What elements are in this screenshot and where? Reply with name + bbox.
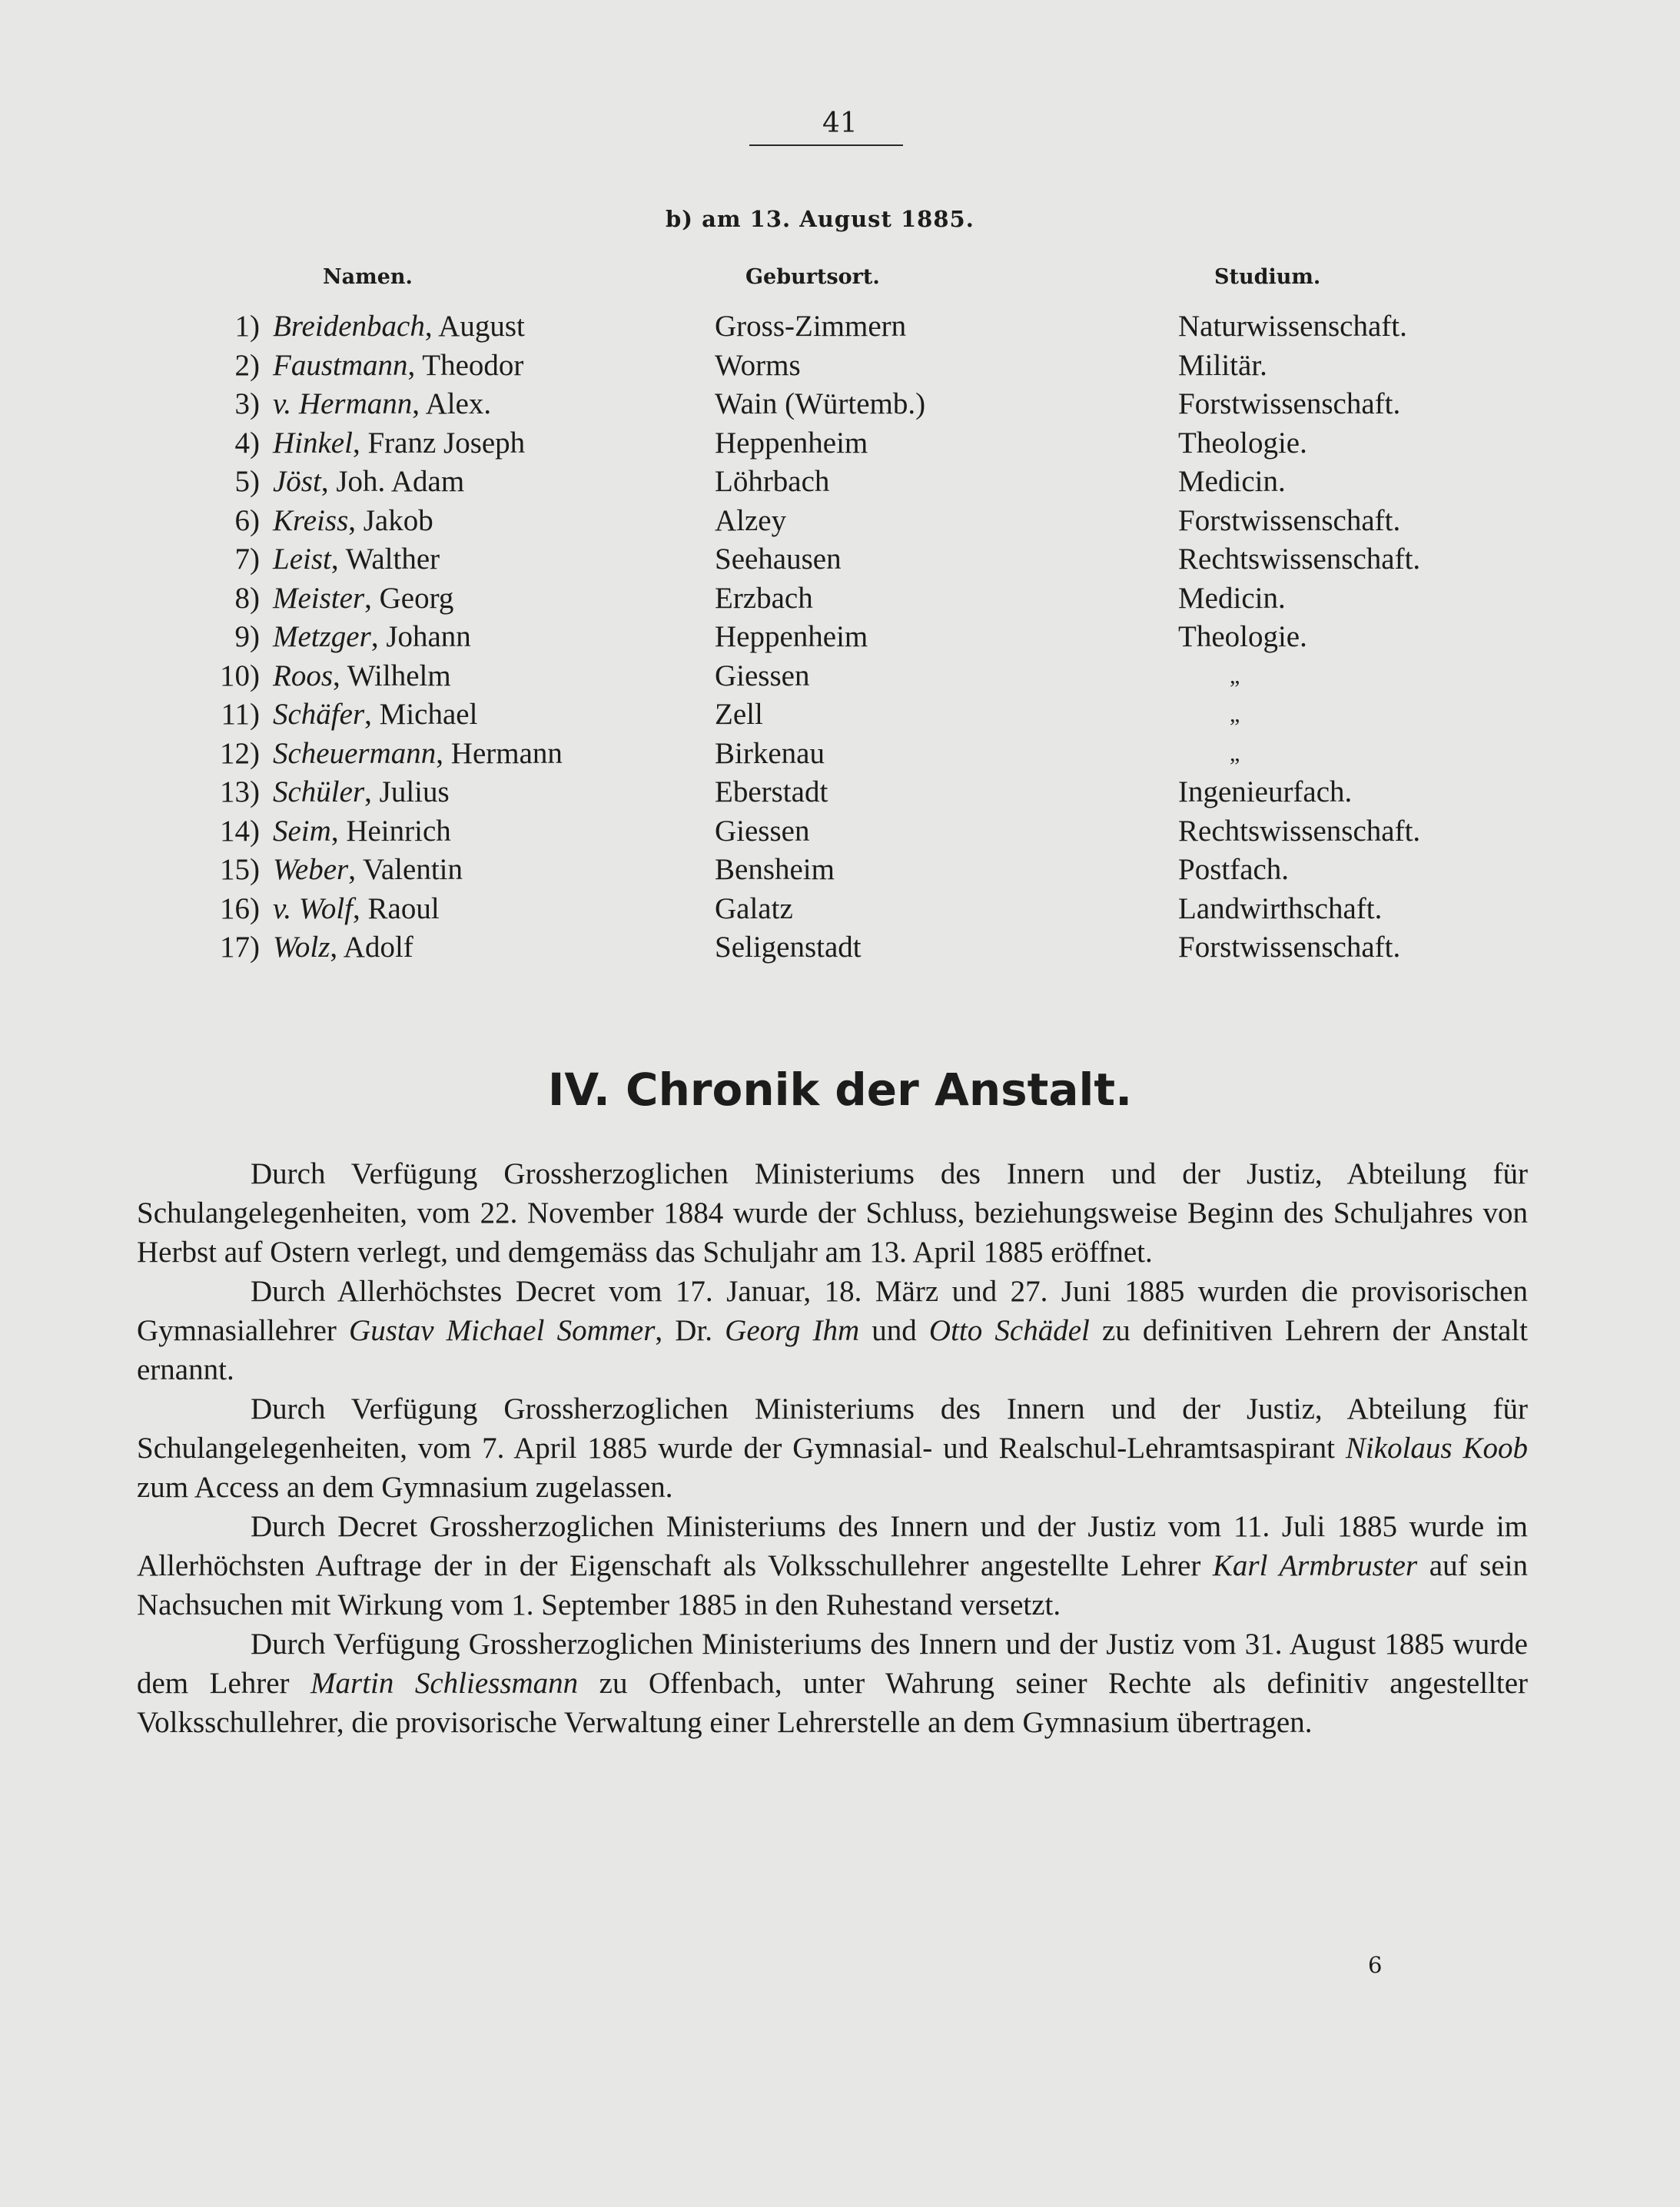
- person-name: Otto Schädel: [928, 1314, 1090, 1347]
- item-number: 1): [234, 310, 260, 343]
- item-number: 9): [234, 620, 260, 653]
- student-name: Weber, Valentin: [273, 853, 463, 886]
- student-given-name: Julius: [379, 775, 450, 808]
- paragraph-2: [137, 1272, 1528, 1389]
- student-name: v. Wolf, Raoul: [273, 892, 440, 925]
- student-birthplace: Eberstadt: [715, 775, 828, 808]
- paragraph-text: Durch Decret Grossherzoglichen Ministeriums des Innern und der Justiz vom 11. Juli 1885 wurde im Allerhöchsten Auftrage der in der Eigenschaft als Volksschullehrer angestellte Lehrer: [137, 1510, 1528, 1582]
- student-name: Roos, Wilhelm: [273, 659, 451, 692]
- item-number: 15): [220, 853, 260, 886]
- paragraph-text: zu definitiven Lehrern der Anstalt ernannt.: [137, 1314, 1529, 1386]
- item-number: 16): [220, 892, 260, 925]
- list-item: [0, 463, 1680, 501]
- student-surname: Kreiss: [273, 504, 349, 537]
- paragraph-text: Durch Verfügung Grossherzoglichen Ministeriums des Innern und der Justiz, Abteilung für Schulangelegenheiten, vom 7. April 1885 wurde der Gymnasial- und Realschul-Lehramtsaspirant: [137, 1392, 1528, 1465]
- student-study: Militär.: [1178, 349, 1267, 382]
- student-surname: Roos: [273, 659, 333, 692]
- student-name: Faustmann, Theodor: [273, 349, 524, 382]
- item-number: 13): [220, 775, 260, 808]
- list-item: [0, 618, 1680, 656]
- paragraph-text: , Dr.: [655, 1314, 725, 1347]
- item-number: 12): [220, 737, 260, 770]
- column-header-study: Studium.: [1214, 265, 1321, 289]
- list-subheading: b) am 13. August 1885.: [666, 206, 974, 232]
- person-name: Georg Ihm: [725, 1314, 860, 1347]
- item-number: 11): [221, 698, 260, 731]
- person-name: Karl Armbruster: [1212, 1549, 1418, 1582]
- student-given-name: Franz Joseph: [367, 426, 526, 460]
- student-study: Rechtswissenschaft.: [1178, 543, 1421, 576]
- student-study: Theologie.: [1178, 426, 1307, 460]
- list-item: [0, 385, 1680, 423]
- student-given-name: Valentin: [363, 853, 463, 886]
- column-header-name: Namen.: [323, 265, 413, 289]
- student-name: Jöst, Joh. Adam: [273, 465, 465, 498]
- paragraph-text: Durch Verfügung Grossherzoglichen Ministeriums des Innern und der Justiz vom 31. August 1885 wurde dem Lehrer: [137, 1628, 1528, 1700]
- item-number: 7): [234, 543, 260, 576]
- list-item: [0, 657, 1680, 695]
- student-birthplace: Wain (Würtemb.): [715, 387, 926, 420]
- student-name: Seim, Heinrich: [273, 815, 451, 848]
- paragraph-text: auf sein Nachsuchen mit Wirkung vom 1. September 1885 in den Ruhestand versetzt.: [137, 1549, 1528, 1621]
- student-name: v. Hermann, Alex.: [273, 387, 492, 420]
- student-given-name: Jakob: [363, 504, 433, 537]
- paragraph-text: zu Offenbach, unter Wahrung seiner Rechte als definitiv angestellter Volksschullehrer, die provisorische Verwaltung einer Lehrerstelle an dem Gymnasium übertragen.: [137, 1667, 1528, 1739]
- student-study: Forstwissenschaft.: [1178, 387, 1401, 420]
- student-study: Forstwissenschaft.: [1178, 931, 1401, 964]
- student-given-name: Alex.: [425, 387, 492, 420]
- column-header-birthplace: Geburtsort.: [745, 265, 880, 289]
- student-given-name: Michael: [379, 698, 478, 731]
- student-surname: Breidenbach: [273, 310, 425, 343]
- student-study: „: [1230, 702, 1240, 727]
- student-given-name: Joh. Adam: [336, 465, 465, 498]
- item-number: 14): [220, 815, 260, 848]
- student-surname: v. Wolf: [273, 892, 353, 925]
- person-name: Nikolaus Koob: [1345, 1432, 1529, 1465]
- student-name: Schäfer, Michael: [273, 698, 478, 731]
- header-rule: [749, 144, 903, 146]
- paragraph-3: [137, 1389, 1528, 1507]
- student-surname: Faustmann: [273, 349, 408, 382]
- student-birthplace: Giessen: [715, 815, 810, 848]
- student-birthplace: Bensheim: [715, 853, 835, 886]
- student-surname: Scheuermann: [273, 737, 437, 770]
- student-study: Postfach.: [1178, 853, 1290, 886]
- list-item: [0, 851, 1680, 889]
- student-birthplace: Löhrbach: [715, 465, 830, 498]
- paragraph-text: Durch Verfügung Grossherzoglichen Ministeriums des Innern und der Justiz, Abteilung für Schulangelegenheiten, vom 22. November 1884 wurde der Schluss, beziehungsweise Beginn des Schuljahres von Herbst auf Ostern verlegt, und demgemäss das Schuljahr am 13. April 1885 eröffnet.: [137, 1157, 1528, 1269]
- student-surname: Leist: [273, 543, 331, 576]
- paragraph-1: [137, 1154, 1528, 1272]
- list-item: [0, 579, 1680, 618]
- chronicle-text: [137, 1154, 1528, 1742]
- student-name: Scheuermann, Hermann: [273, 737, 563, 770]
- student-name: Kreiss, Jakob: [273, 504, 433, 537]
- item-number: 17): [220, 931, 260, 964]
- student-name: Wolz, Adolf: [273, 931, 413, 964]
- student-birthplace: Gross-Zimmern: [715, 310, 907, 343]
- item-number: 8): [234, 582, 260, 615]
- student-given-name: Theodor: [422, 349, 524, 382]
- student-study: „: [1230, 663, 1240, 689]
- student-name: Leist, Walther: [273, 543, 440, 576]
- student-name: Schüler, Julius: [273, 775, 450, 808]
- student-name: Metzger, Johann: [273, 620, 471, 653]
- item-number: 2): [234, 349, 260, 382]
- list-item: [0, 928, 1680, 967]
- student-given-name: Johann: [386, 620, 471, 653]
- list-item: [0, 347, 1680, 385]
- student-study: Rechtswissenschaft.: [1178, 815, 1421, 848]
- student-birthplace: Giessen: [715, 659, 810, 692]
- list-item: [0, 890, 1680, 928]
- student-birthplace: Seehausen: [715, 543, 842, 576]
- paragraph-5: [137, 1625, 1528, 1742]
- student-birthplace: Birkenau: [715, 737, 825, 770]
- section-title: IV. Chronik der Anstalt.: [547, 1064, 1133, 1116]
- paragraph-text: und: [859, 1314, 929, 1347]
- paragraph-4: [137, 1507, 1528, 1625]
- student-given-name: Raoul: [367, 892, 440, 925]
- student-study: Naturwissenschaft.: [1178, 310, 1407, 343]
- item-number: 6): [234, 504, 260, 537]
- student-study: Ingenieurfach.: [1178, 775, 1353, 808]
- list-item: [0, 307, 1680, 346]
- item-number: 10): [220, 659, 260, 692]
- list-item: [0, 502, 1680, 540]
- signature-mark: 6: [1368, 1952, 1383, 1978]
- student-surname: Metzger: [273, 620, 371, 653]
- paragraph-text: zum Access an dem Gymnasium zugelassen.: [137, 1471, 673, 1504]
- student-name: Breidenbach, August: [273, 310, 525, 343]
- student-birthplace: Erzbach: [715, 582, 813, 615]
- student-birthplace: Galatz: [715, 892, 793, 925]
- person-name: Gustav Michael Sommer: [349, 1314, 656, 1347]
- page-number: 41: [822, 108, 858, 139]
- list-item: [0, 695, 1680, 734]
- list-item: [0, 735, 1680, 773]
- student-name: Meister, Georg: [273, 582, 454, 615]
- student-birthplace: Heppenheim: [715, 620, 868, 653]
- student-given-name: Adolf: [343, 931, 413, 964]
- student-given-name: Wilhelm: [347, 659, 451, 692]
- item-number: 5): [234, 465, 260, 498]
- paragraph-text: Durch Allerhöchstes Decret vom 17. Januar, 18. März und 27. Juni 1885 wurden die provisorischen Gymnasiallehrer: [137, 1275, 1528, 1347]
- student-study: Medicin.: [1178, 582, 1286, 615]
- student-surname: v. Hermann: [273, 387, 413, 420]
- person-name: Martin Schliessmann: [310, 1667, 579, 1700]
- student-birthplace: Alzey: [715, 504, 787, 537]
- student-surname: Wolz: [273, 931, 330, 964]
- student-surname: Schüler: [273, 775, 365, 808]
- student-name: Hinkel, Franz Joseph: [273, 426, 526, 460]
- student-given-name: Walther: [345, 543, 440, 576]
- student-study: Medicin.: [1178, 465, 1286, 498]
- student-study: Landwirthschaft.: [1178, 892, 1383, 925]
- list-item: [0, 812, 1680, 851]
- student-surname: Seim: [273, 815, 331, 848]
- student-given-name: Heinrich: [346, 815, 451, 848]
- student-surname: Meister: [273, 582, 365, 615]
- list-item: [0, 773, 1680, 811]
- student-surname: Schäfer: [273, 698, 365, 731]
- list-item: [0, 540, 1680, 579]
- student-study: Theologie.: [1178, 620, 1307, 653]
- student-surname: Weber: [273, 853, 349, 886]
- student-birthplace: Heppenheim: [715, 426, 868, 460]
- student-given-name: Hermann: [450, 737, 563, 770]
- student-birthplace: Zell: [715, 698, 763, 731]
- student-birthplace: Worms: [715, 349, 801, 382]
- item-number: 4): [234, 426, 260, 460]
- item-number: 3): [234, 387, 260, 420]
- student-surname: Hinkel: [273, 426, 353, 460]
- student-study: „: [1230, 741, 1240, 766]
- student-surname: Jöst: [273, 465, 321, 498]
- list-item: [0, 424, 1680, 463]
- student-birthplace: Seligenstadt: [715, 931, 862, 964]
- student-study: Forstwissenschaft.: [1178, 504, 1401, 537]
- student-given-name: Georg: [379, 582, 454, 615]
- student-given-name: August: [438, 310, 525, 343]
